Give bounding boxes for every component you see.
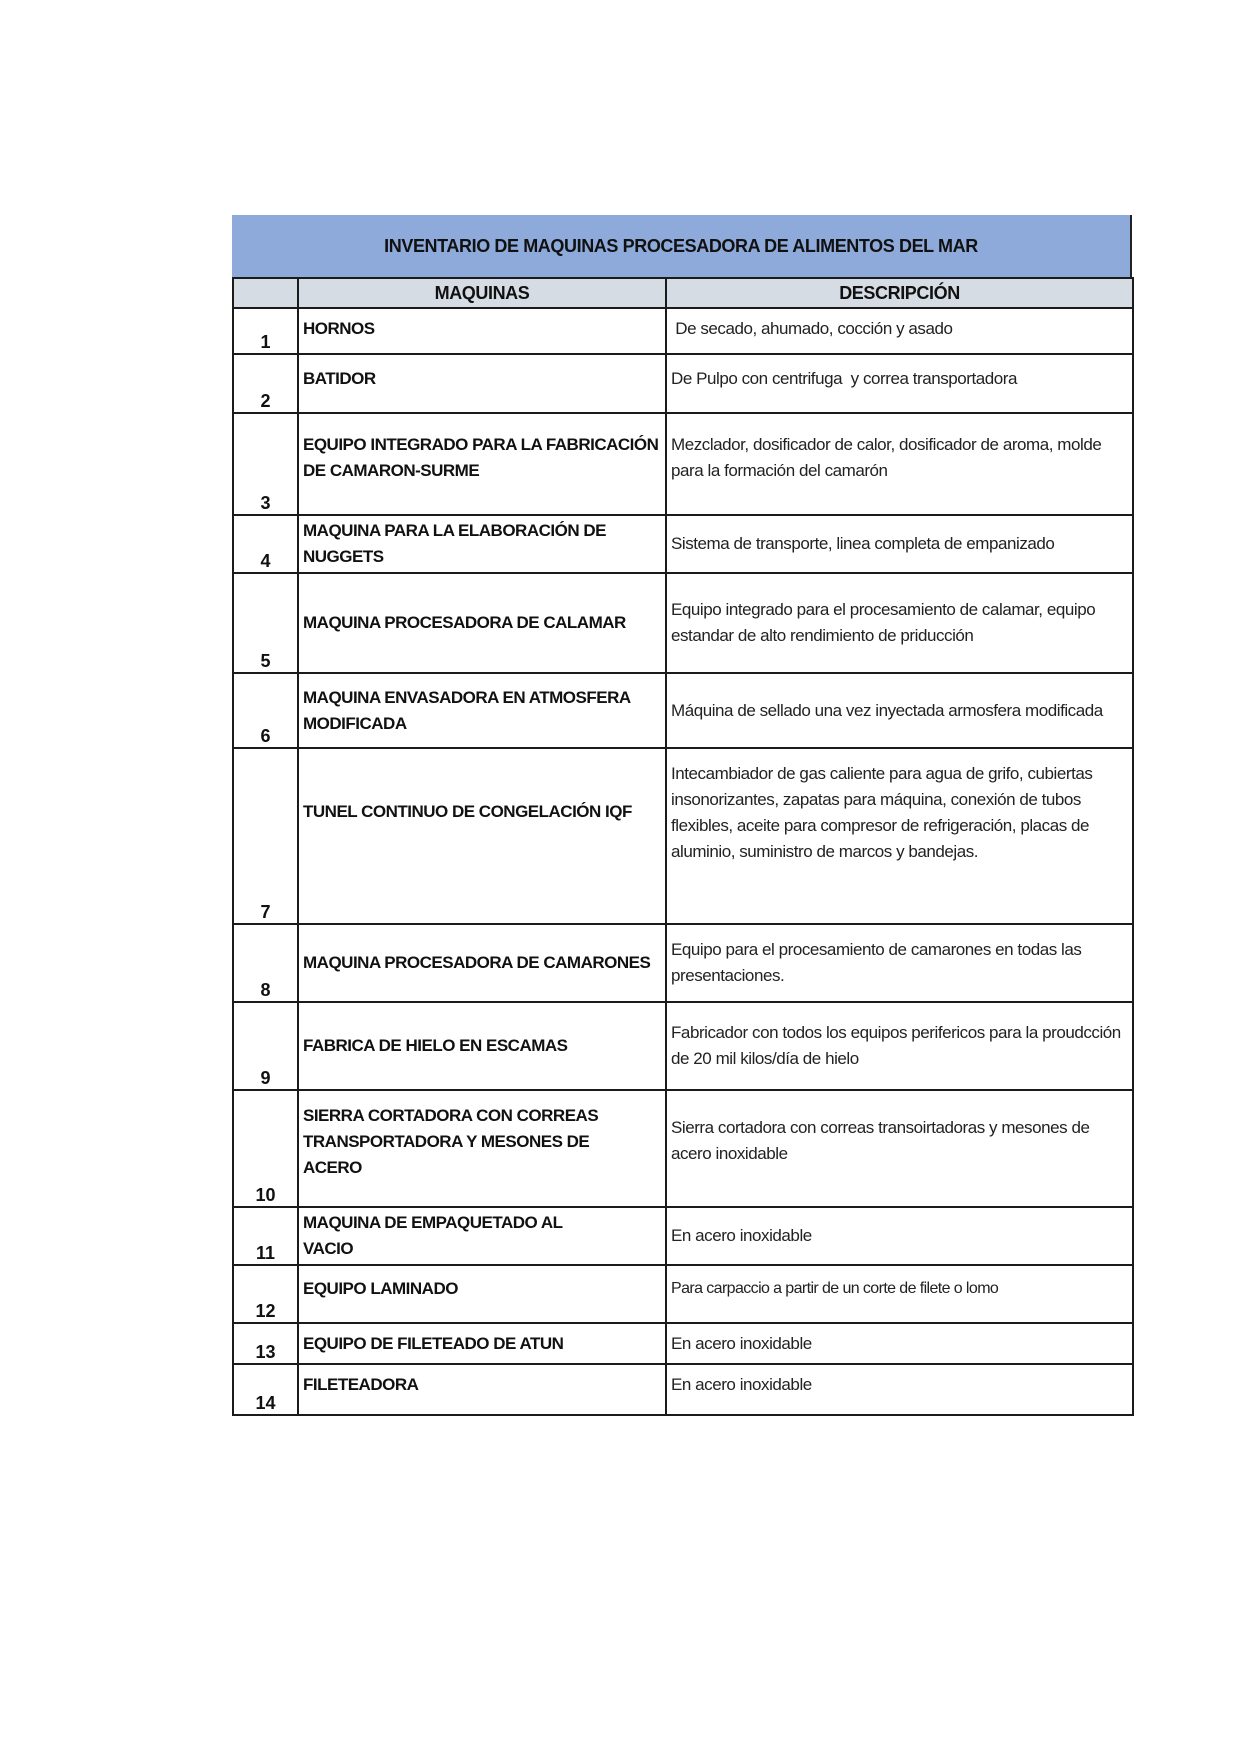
machine-name: BATIDOR xyxy=(298,354,666,413)
row-number: 8 xyxy=(233,924,298,1002)
machine-name: MAQUINA DE EMPAQUETADO AL VACIO xyxy=(298,1207,666,1265)
machine-name: EQUIPO INTEGRADO PARA LA FABRICACIÓN DE CAMARON-SURME xyxy=(298,413,666,515)
table-row xyxy=(233,573,1133,673)
table-row xyxy=(233,1090,1133,1207)
column-header-number xyxy=(233,278,298,308)
row-number: 2 xyxy=(233,354,298,413)
row-number: 3 xyxy=(233,413,298,515)
row-number: 12 xyxy=(233,1265,298,1323)
table-title: INVENTARIO DE MAQUINAS PROCESADORA DE ALIMENTOS DEL MAR xyxy=(232,215,1132,277)
machine-description: Sistema de transporte, linea completa de empanizado xyxy=(666,515,1133,573)
row-number: 6 xyxy=(233,673,298,748)
machine-name: EQUIPO DE FILETEADO DE ATUN xyxy=(298,1323,666,1364)
machine-description: En acero inoxidable xyxy=(666,1323,1133,1364)
row-number: 14 xyxy=(233,1364,298,1415)
row-number: 11 xyxy=(233,1207,298,1265)
machine-name: MAQUINA PROCESADORA DE CAMARONES xyxy=(298,924,666,1002)
row-number: 7 xyxy=(233,748,298,924)
machine-description: Máquina de sellado una vez inyectada armosfera modificada xyxy=(666,673,1133,748)
machine-description: De Pulpo con centrifuga y correa transportadora xyxy=(666,354,1133,413)
column-header-machines: MAQUINAS xyxy=(298,278,666,308)
column-header-description: DESCRIPCIÓN xyxy=(666,278,1133,308)
machine-name: MAQUINA PARA LA ELABORACIÓN DE NUGGETS xyxy=(298,515,666,573)
table-row xyxy=(233,1265,1133,1323)
machine-name: MAQUINA ENVASADORA EN ATMOSFERA MODIFICADA xyxy=(298,673,666,748)
table-row xyxy=(233,1207,1133,1265)
machine-description: Para carpaccio a partir de un corte de filete o lomo xyxy=(666,1265,1133,1323)
row-number: 5 xyxy=(233,573,298,673)
table-row xyxy=(233,1364,1133,1415)
table-row xyxy=(233,1323,1133,1364)
table-row xyxy=(233,308,1133,354)
row-number: 9 xyxy=(233,1002,298,1090)
machine-description: En acero inoxidable xyxy=(666,1364,1133,1415)
machine-name: SIERRA CORTADORA CON CORREAS TRANSPORTADORA Y MESONES DE ACERO xyxy=(298,1090,666,1207)
row-number: 13 xyxy=(233,1323,298,1364)
table-row xyxy=(233,748,1133,924)
row-number: 10 xyxy=(233,1090,298,1207)
table-row xyxy=(233,1002,1133,1090)
machine-description: Mezclador, dosificador de calor, dosificador de aroma, molde para la formación del camarón xyxy=(666,413,1133,515)
inventory-table xyxy=(232,277,1134,1416)
machine-name: TUNEL CONTINUO DE CONGELACIÓN IQF xyxy=(298,748,666,924)
table-row xyxy=(233,354,1133,413)
machine-name: FILETEADORA xyxy=(298,1364,666,1415)
machine-name: EQUIPO LAMINADO xyxy=(298,1265,666,1323)
row-number: 4 xyxy=(233,515,298,573)
table-row xyxy=(233,924,1133,1002)
machine-name: FABRICA DE HIELO EN ESCAMAS xyxy=(298,1002,666,1090)
row-number: 1 xyxy=(233,308,298,354)
machine-description: Intecambiador de gas caliente para agua de grifo, cubiertas insonorizantes, zapatas para máquina, conexión de tubos flexibles, aceite para compresor de refrigeración, placas de aluminio, suministro de marcos y bandejas. xyxy=(666,748,1133,924)
machine-description: Equipo para el procesamiento de camarones en todas las presentaciones. xyxy=(666,924,1133,1002)
machine-description: Sierra cortadora con correas transoirtadoras y mesones de acero inoxidable xyxy=(666,1090,1133,1207)
machine-description: Fabricador con todos los equipos perifericos para la proudcción de 20 mil kilos/día de hielo xyxy=(666,1002,1133,1090)
table-row xyxy=(233,515,1133,573)
machine-description: De secado, ahumado, cocción y asado xyxy=(666,308,1133,354)
table-row xyxy=(233,413,1133,515)
machine-name: MAQUINA PROCESADORA DE CALAMAR xyxy=(298,573,666,673)
machine-description: En acero inoxidable xyxy=(666,1207,1133,1265)
machine-name: HORNOS xyxy=(298,308,666,354)
machine-description: Equipo integrado para el procesamiento de calamar, equipo estandar de alto rendimiento de priducción xyxy=(666,573,1133,673)
inventory-sheet xyxy=(232,215,1132,1416)
table-header-row xyxy=(233,278,1133,308)
table-row xyxy=(233,673,1133,748)
